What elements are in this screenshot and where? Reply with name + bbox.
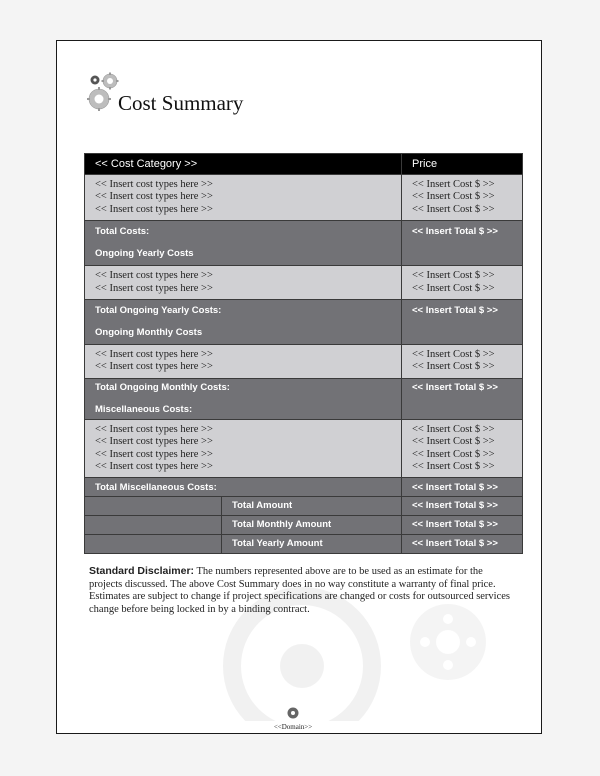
page-title: Cost Summary bbox=[118, 91, 244, 115]
cost-type-item: << Insert cost types here >> bbox=[95, 282, 213, 294]
disclaimer-heading: Standard Disclaimer: bbox=[89, 565, 195, 577]
summary-value: << Insert Total $ >> bbox=[402, 497, 523, 516]
cost-table bbox=[84, 153, 523, 507]
disclaimer bbox=[89, 565, 513, 616]
summary-label: Total Yearly Amount bbox=[222, 535, 402, 554]
cost-price-item: << Insert Cost $ >> bbox=[412, 270, 495, 282]
summary-table bbox=[84, 496, 523, 554]
total-monthly-row bbox=[85, 378, 523, 419]
summary-row bbox=[85, 516, 523, 535]
monthly-items-row bbox=[85, 345, 523, 379]
cost-category-header: << Cost Category >> bbox=[85, 154, 402, 175]
cost-type-item: << Insert cost types here >> bbox=[95, 191, 213, 203]
total-costs-value: << Insert Total $ >> bbox=[412, 226, 498, 238]
cost-type-item: << Insert cost types here >> bbox=[95, 461, 213, 473]
total-monthly-label: Total Ongoing Monthly Costs: bbox=[95, 381, 230, 393]
total-misc-label: Total Miscellaneous Costs: bbox=[95, 482, 217, 494]
cost-type-item: << Insert cost types here >> bbox=[95, 436, 213, 448]
cost-price-item: << Insert Cost $ >> bbox=[412, 203, 495, 215]
total-costs-row bbox=[85, 221, 523, 266]
cost-price-item: << Insert Cost $ >> bbox=[412, 436, 495, 448]
footer-domain: <<Domain>> bbox=[273, 723, 313, 731]
misc-items-row bbox=[85, 419, 523, 478]
cost-type-item: << Insert cost types here >> bbox=[95, 270, 213, 282]
cost-price-item: << Insert Cost $ >> bbox=[412, 349, 495, 361]
gear-icon bbox=[287, 707, 299, 719]
cost-price-item: << Insert Cost $ >> bbox=[412, 282, 495, 294]
summary-label: Total Amount bbox=[222, 497, 402, 516]
cost-type-item: << Insert cost types here >> bbox=[95, 361, 213, 373]
initial-items-labels bbox=[85, 175, 402, 221]
cost-type-item: << Insert cost types here >> bbox=[95, 423, 213, 435]
summary-row bbox=[85, 535, 523, 554]
summary-row bbox=[85, 497, 523, 516]
cost-price-item: << Insert Cost $ >> bbox=[412, 361, 495, 373]
cost-type-item: << Insert cost types here >> bbox=[95, 349, 213, 361]
initial-items-prices bbox=[402, 175, 523, 221]
yearly-section-heading: Ongoing Yearly Costs bbox=[95, 248, 194, 260]
cost-type-item: << Insert cost types here >> bbox=[95, 448, 213, 460]
misc-section-heading: Miscellaneous Costs: bbox=[95, 403, 193, 415]
cost-price-item: << Insert Cost $ >> bbox=[412, 423, 495, 435]
cost-price-item: << Insert Cost $ >> bbox=[412, 448, 495, 460]
document-page bbox=[56, 40, 542, 734]
summary-label: Total Monthly Amount bbox=[222, 516, 402, 535]
total-yearly-label: Total Ongoing Yearly Costs: bbox=[95, 305, 222, 317]
initial-items-row bbox=[85, 175, 523, 221]
table-header bbox=[85, 154, 523, 175]
cost-type-item: << Insert cost types here >> bbox=[95, 179, 213, 190]
cost-type-item: << Insert cost types here >> bbox=[95, 203, 213, 215]
monthly-section-heading: Ongoing Monthly Costs bbox=[95, 327, 203, 339]
price-header: Price bbox=[402, 154, 523, 175]
total-costs-label: Total Costs: bbox=[95, 226, 150, 238]
cost-price-item: << Insert Cost $ >> bbox=[412, 179, 495, 190]
total-yearly-value: << Insert Total $ >> bbox=[412, 305, 498, 317]
summary-value: << Insert Total $ >> bbox=[402, 516, 523, 535]
total-monthly-value: << Insert Total $ >> bbox=[412, 381, 498, 393]
total-yearly-row bbox=[85, 300, 523, 345]
cost-price-item: << Insert Cost $ >> bbox=[412, 461, 495, 473]
total-misc-value: << Insert Total $ >> bbox=[412, 482, 498, 494]
cost-price-item: << Insert Cost $ >> bbox=[412, 191, 495, 203]
summary-value: << Insert Total $ >> bbox=[402, 535, 523, 554]
disclaimer-body: The numbers represented above are to be used as an estimate for the projects discussed. The above Cost Summary does in no way constitute a warranty of final price. Estimates are subject to change if project specifications are changed or costs for outsourced services change before being locked in by a binding contract. bbox=[89, 566, 511, 615]
yearly-items-row bbox=[85, 266, 523, 300]
